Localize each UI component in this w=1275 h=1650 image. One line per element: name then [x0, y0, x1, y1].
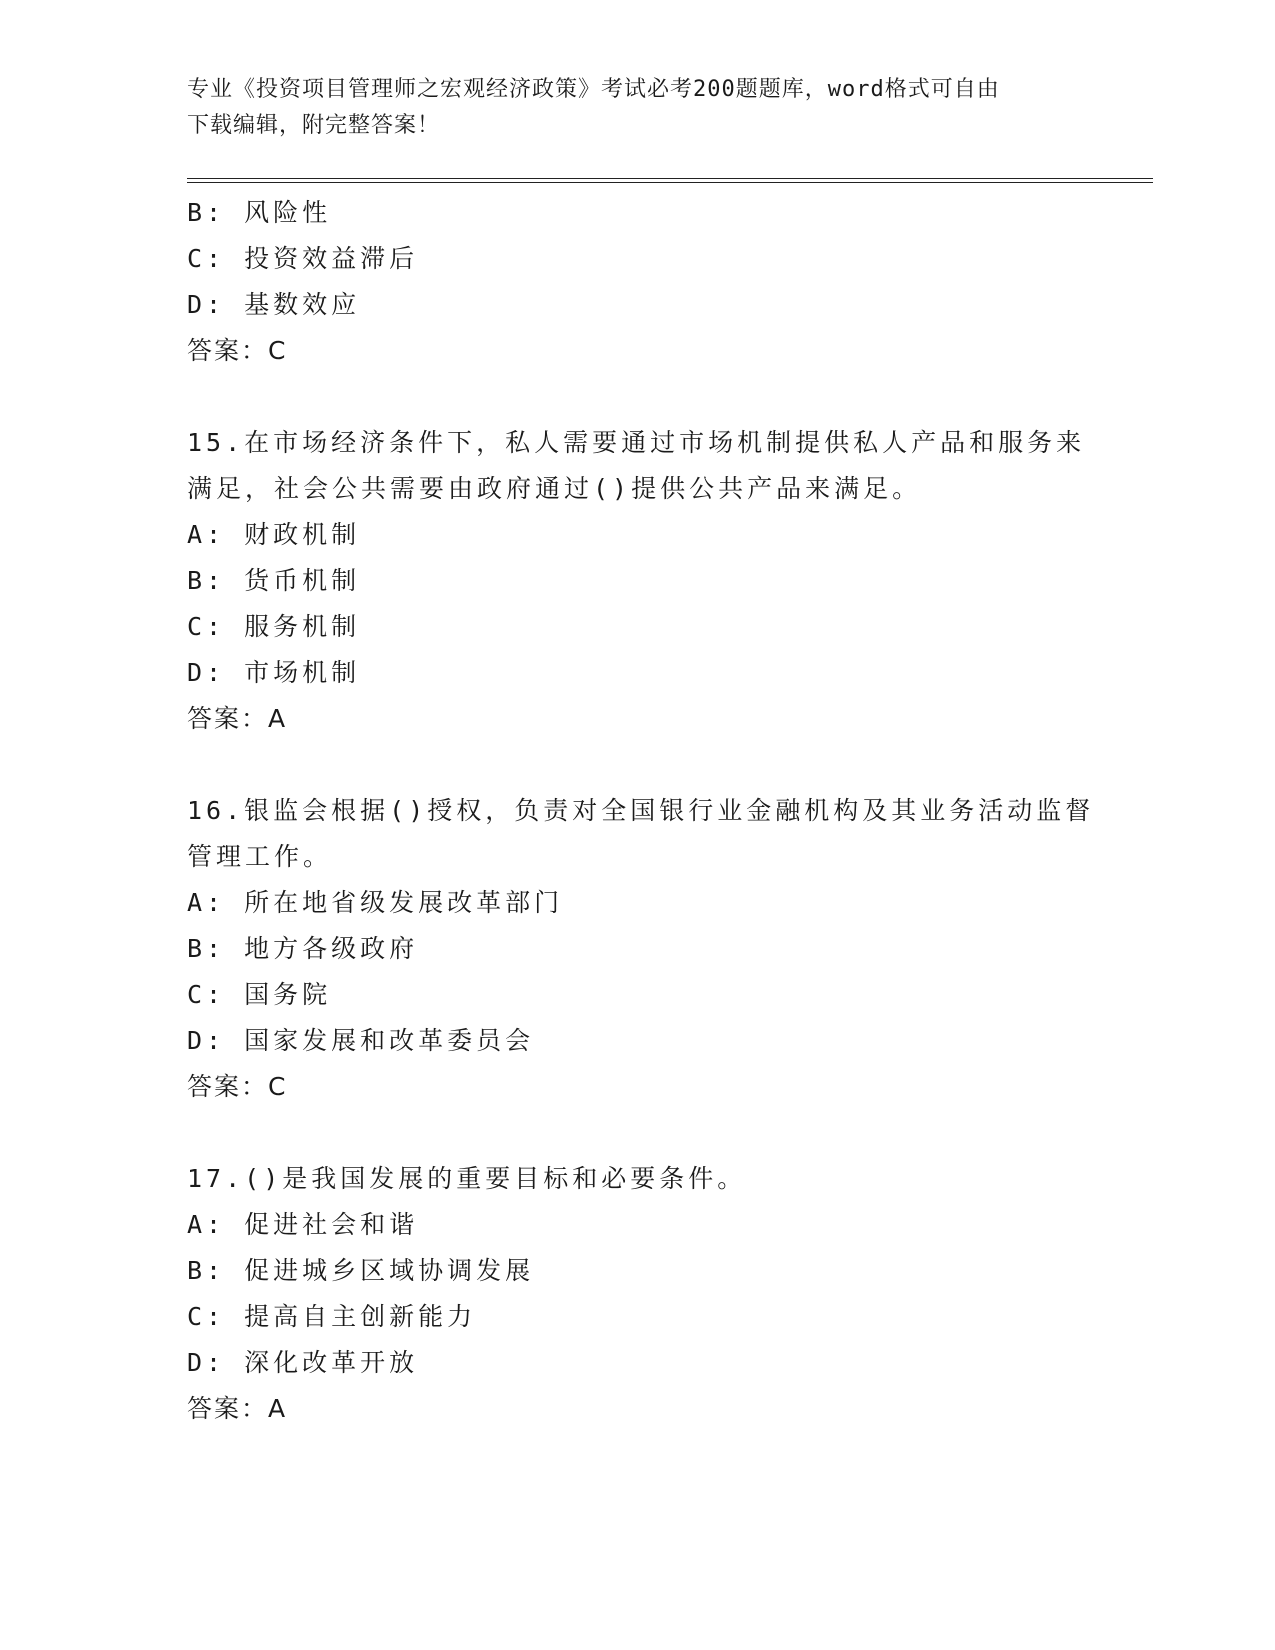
question-16	[187, 788, 1095, 1110]
question-stem: 16.银监会根据()授权，负责对全国银行业金融机构及其业务活动监督	[187, 796, 1095, 825]
answer-line: 答案：C	[187, 1072, 288, 1101]
header-line-1: 专业《投资项目管理师之宏观经济政策》考试必考200题题库，word格式可自由	[187, 77, 1000, 102]
option-b: B: 风险性	[187, 198, 332, 227]
option-b: B: 货币机制	[187, 566, 361, 595]
header-divider-bottom	[187, 182, 1153, 183]
option-c: C: 投资效益滞后	[187, 244, 419, 273]
option-a: A: 所在地省级发展改革部门	[187, 888, 564, 917]
option-b: B: 促进城乡区域协调发展	[187, 1256, 535, 1285]
answer-line: 答案：C	[187, 336, 288, 365]
option-d: D: 基数效应	[187, 290, 361, 319]
document-header	[187, 72, 1067, 144]
question-stem-cont: 满足，社会公共需要由政府通过()提供公共产品来满足。	[187, 474, 922, 503]
question-stem: 15.在市场经济条件下，私人需要通过市场机制提供私人产品和服务来	[187, 428, 1086, 457]
question-stem: 17.()是我国发展的重要目标和必要条件。	[187, 1164, 747, 1193]
header-divider-top	[187, 178, 1153, 179]
option-a: A: 促进社会和谐	[187, 1210, 419, 1239]
option-d: D: 深化改革开放	[187, 1348, 419, 1377]
header-line-2: 下载编辑，附完整答案！	[187, 113, 441, 138]
answer-line: 答案：A	[187, 704, 288, 733]
option-d: D: 市场机制	[187, 658, 361, 687]
option-c: C: 服务机制	[187, 612, 361, 641]
option-a: A: 财政机制	[187, 520, 361, 549]
question-15	[187, 420, 1087, 742]
option-b: B: 地方各级政府	[187, 934, 419, 963]
answer-line: 答案：A	[187, 1394, 288, 1423]
question-17	[187, 1156, 1087, 1432]
question-list	[187, 190, 1095, 1432]
option-d: D: 国家发展和改革委员会	[187, 1026, 535, 1055]
question-stem-cont: 管理工作。	[187, 842, 333, 871]
option-c: C: 提高自主创新能力	[187, 1302, 477, 1331]
option-c: C: 国务院	[187, 980, 332, 1009]
